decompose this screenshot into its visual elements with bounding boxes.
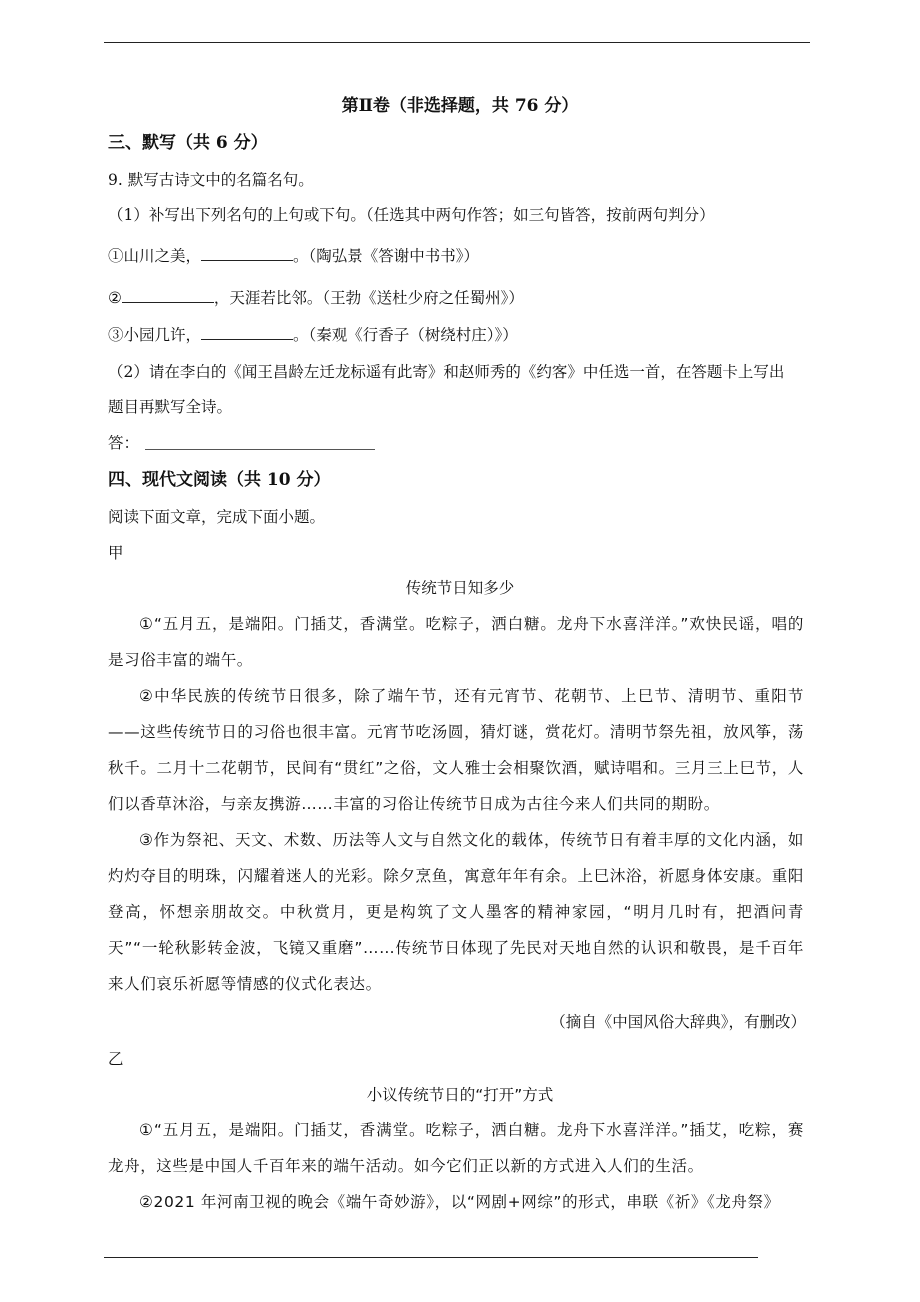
fill-blank-3[interactable] <box>201 325 293 340</box>
section-4-heading: 四、现代文阅读（共 10 分） <box>108 470 331 490</box>
question-9: 9. 默写古诗文中的名篇名句。 <box>108 171 314 189</box>
text-a-source: （摘自《中国风俗大辞典》，有删改） <box>550 1013 806 1031</box>
text-a-paragraph-1: ①“五月五，是端阳。门插艾，香满堂。吃粽子，洒白糖。龙舟下水喜洋洋。”欢快民谣，唱的是习俗丰富的端午。 <box>108 615 804 669</box>
answer-blank[interactable] <box>145 449 375 450</box>
text-a-paragraph-3: ③作为祭祀、天文、术数、历法等人文与自然文化的载体，传统节日有着丰厚的文化内涵，如灼灼夺目的明珠，闪耀着迷人的光彩。除夕烹鱼，寓意年年有余。上巳沐浴，祈愿身体安康。重阳登高，怀想亲朋故交。中秋赏月，更是构筑了文人墨客的精神家园，“明月几时有，把酒问青天”“一轮秋影转金波，飞镜又重磨”……传统节日体现了先民对天地自然的认识和敬畏，是千百年来人们哀乐祈愿等情感的仪式化表达。 <box>108 831 804 993</box>
footer-rule <box>104 1257 758 1258</box>
fill-item-2-pre: ② <box>108 289 122 307</box>
fill-item-1-pre: ①山川之美， <box>108 247 202 265</box>
fill-item-2-post: ，天涯若比邻。（王勃《送杜少府之任蜀州》） <box>213 289 524 307</box>
text-a-paragraph-2: ②中华民族的传统节日很多，除了端午节，还有元宵节、花朝节、上巳节、清明节、重阳节——这些传统节日的习俗也很丰富。元宵节吃汤圆，猜灯谜，赏花灯。清明节祭先祖，放风筝，荡秋千。二月十二花朝节，民间有“贯红”之俗，文人雅士会相聚饮酒，赋诗唱和。三月三上巳节，人们以香草沐浴，与亲友携游……丰富的习俗让传统节日成为古往今来人们共同的期盼。 <box>108 687 804 813</box>
header-rule <box>104 42 810 43</box>
text-b-label: 乙 <box>108 1050 124 1068</box>
text-b-title: 小议传统节日的“打开”方式 <box>366 1086 554 1104</box>
text-b-paragraph-2: ②2021 年河南卫视的晚会《端午奇妙游》，以“网剧+网综”的形式，串联《祈》《龙舟祭》 <box>139 1193 780 1211</box>
paper-section-title: 第Ⅱ卷（非选择题，共 76 分） <box>341 96 579 116</box>
fill-item-3 <box>108 325 518 345</box>
answer-label: 答： <box>108 434 140 452</box>
answer-row <box>108 433 375 453</box>
text-a-label: 甲 <box>108 544 124 562</box>
question-9-part-1: （1）补写出下列名句的上句或下句。（任选其中两句作答；如三句皆答，按前两句判分） <box>108 206 715 224</box>
fill-blank-1[interactable] <box>201 246 293 261</box>
text-b-paragraph-1: ①“五月五，是端阳。门插艾，香满堂。吃粽子，洒白糖。龙舟下水喜洋洋。”插艾，吃粽，赛龙舟，这些是中国人千百年来的端午活动。如今它们正以新的方式进入人们的生活。 <box>108 1121 804 1175</box>
text-a-title: 传统节日知多少 <box>405 579 515 597</box>
question-9-part-2-line-1: （2）请在李白的《闻王昌龄左迁龙标遥有此寄》和赵师秀的《约客》中任选一首，在答题卡上写出 <box>108 363 785 381</box>
reading-instruction: 阅读下面文章，完成下面小题。 <box>108 508 326 526</box>
section-3-heading: 三、默写（共 6 分） <box>108 133 268 153</box>
fill-item-1-post: 。（陶弘景《答谢中书书》） <box>293 247 480 265</box>
fill-item-1 <box>108 246 479 266</box>
fill-blank-2[interactable] <box>122 288 214 303</box>
fill-item-3-pre: ③小园几许， <box>108 326 202 344</box>
fill-item-3-post: 。（秦观《行香子（树绕村庄）》） <box>293 326 518 344</box>
fill-item-2 <box>108 288 524 308</box>
question-9-part-2-line-2: 题目再默写全诗。 <box>108 398 233 416</box>
